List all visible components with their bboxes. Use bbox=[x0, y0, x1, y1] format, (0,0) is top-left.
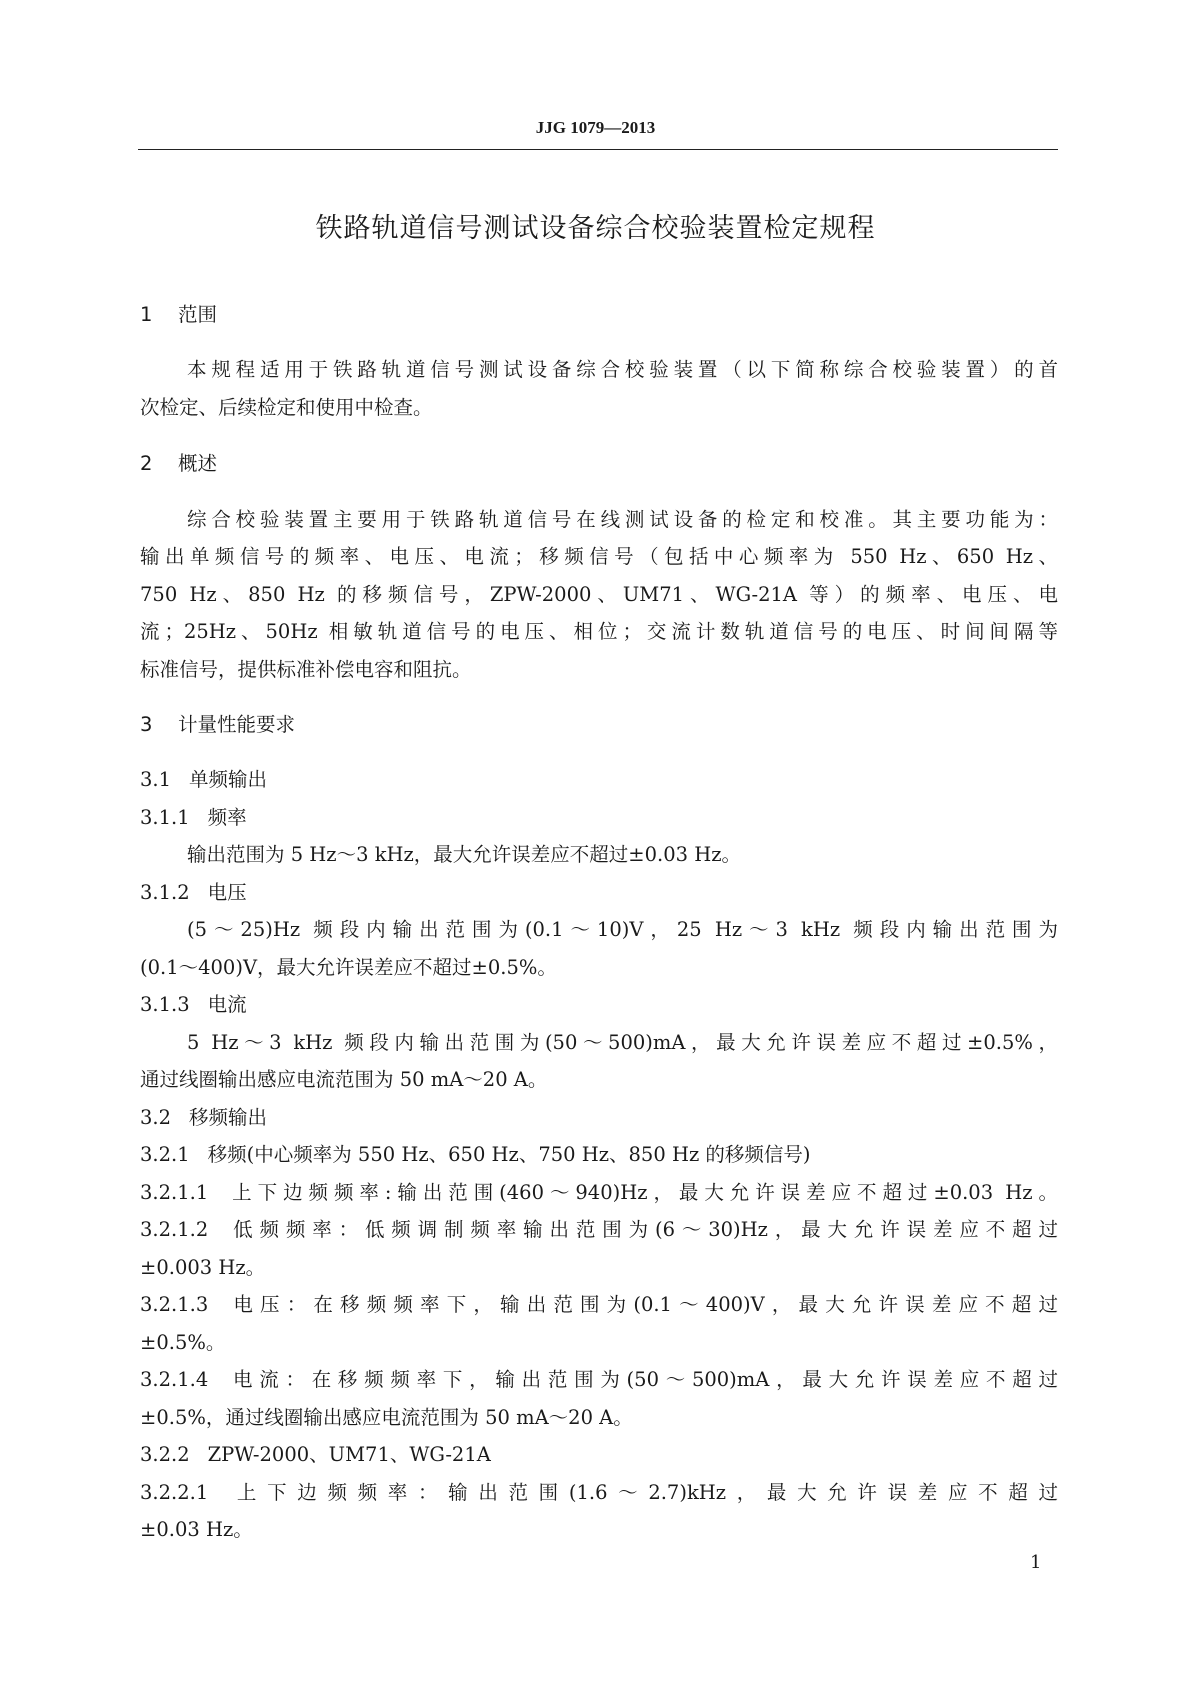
clause-text: 输出范围为 5 Hz～3 kHz，最大允许误差应不超过±0.03 Hz。 bbox=[187, 843, 742, 866]
clause-line bbox=[140, 881, 1058, 905]
clause-text: 上下边频频率:输出范围(460～940)Hz，最大允许误差应不超过±0.03 Hz。 bbox=[226, 1180, 1058, 1204]
clause-text: (0.1～400)V，最大允许误差应不超过±0.5%。 bbox=[140, 955, 557, 979]
clause-number: 3.1.2 bbox=[140, 880, 190, 904]
clause-text: 频率 bbox=[207, 805, 247, 829]
clause-line bbox=[140, 1481, 1058, 1505]
paragraph-line: 输出单频信号的频率、电压、电流；移频信号（包括中心频率为 550 Hz、650 Hz、 bbox=[140, 545, 1058, 568]
paragraph-line bbox=[140, 1256, 1058, 1280]
clause-text: ±0.003 Hz。 bbox=[140, 1255, 266, 1279]
document-code-header: JJG 1079—2013 bbox=[535, 118, 656, 137]
clause-number: 3.2.1.2 bbox=[140, 1218, 209, 1241]
paragraph-line: 次检定、后续检定和使用中检查。 bbox=[140, 396, 433, 419]
clause-number: 3.2.2.1 bbox=[140, 1480, 209, 1504]
clause-number: 3.2.2 bbox=[140, 1443, 190, 1466]
clause-text: 电压：在移频频率下，输出范围为(0.1～400)V，最大允许误差应不超过 bbox=[226, 1293, 1058, 1316]
clause-line bbox=[140, 1443, 1058, 1467]
paragraph-line: 综合校验装置主要用于铁路轨道信号在线测试设备的检定和校准。其主要功能为： bbox=[187, 508, 1058, 531]
clause-text: 移频输出 bbox=[189, 1105, 268, 1129]
page-number: 1 bbox=[1030, 1552, 1042, 1573]
paragraph-line bbox=[140, 1068, 1058, 1092]
clause-number: 3.2 bbox=[140, 1105, 172, 1129]
section-heading-1: 1 范围 bbox=[140, 303, 218, 326]
header-rule bbox=[138, 149, 1058, 150]
clause-line bbox=[140, 806, 1058, 830]
paragraph-line bbox=[140, 956, 1058, 980]
section-heading-2: 2 概述 bbox=[140, 452, 218, 475]
paragraph-line bbox=[187, 843, 1058, 867]
paragraph-line bbox=[140, 1331, 1058, 1355]
clause-text: ±0.5%。 bbox=[140, 1330, 226, 1354]
paragraph-line bbox=[187, 1031, 1058, 1055]
clause-number: 3.1.3 bbox=[140, 993, 190, 1016]
clause-number: 3.1 bbox=[140, 768, 172, 791]
clause-line bbox=[140, 993, 1058, 1017]
paragraph-line: 750 Hz、850 Hz 的移频信号，ZPW-2000、UM71、WG-21A 等）的频率、电压、电 bbox=[140, 583, 1058, 606]
paragraph-line bbox=[187, 918, 1058, 942]
page-title: 铁路轨道信号测试设备综合校验装置检定规程 bbox=[315, 213, 876, 244]
clause-line bbox=[140, 1143, 1058, 1167]
clause-text: 5 Hz～3 kHz 频段内输出范围为(50～500)mA，最大允许误差应不超过±0.5%， bbox=[187, 1030, 1058, 1054]
clause-text: 上下边频频率：输出范围(1.6～2.7)kHz，最大允许误差应不超过 bbox=[226, 1480, 1058, 1504]
paragraph-line: 标准信号，提供标准补偿电容和阻抗。 bbox=[140, 658, 472, 681]
clause-text: 通过线圈输出感应电流范围为 50 mA～20 A。 bbox=[140, 1068, 548, 1091]
clause-number: 3.2.1.3 bbox=[140, 1293, 209, 1316]
paragraph-line bbox=[140, 1406, 1058, 1430]
clause-text: ZPW-2000、UM71、WG-21A bbox=[207, 1443, 491, 1466]
clause-line bbox=[140, 1106, 1058, 1130]
clause-text: ±0.5%，通过线圈输出感应电流范围为 50 mA～20 A。 bbox=[140, 1405, 633, 1429]
clause-text: 电流：在移频频率下，输出范围为(50～500)mA，最大允许误差应不超过 bbox=[226, 1368, 1058, 1391]
clause-line bbox=[140, 1181, 1058, 1205]
section-heading-3: 3 计量性能要求 bbox=[140, 713, 296, 736]
clause-line bbox=[140, 1368, 1058, 1392]
clause-text: 移频(中心频率为 550 Hz、650 Hz、750 Hz、850 Hz 的移频信号) bbox=[207, 1143, 811, 1166]
clause-number: 3.1.1 bbox=[140, 805, 190, 829]
clause-line bbox=[140, 1293, 1058, 1317]
clause-text: ±0.03 Hz。 bbox=[140, 1518, 253, 1541]
clause-text: 低频频率：低频调制频率输出范围为(6～30)Hz，最大允许误差应不超过 bbox=[226, 1218, 1058, 1241]
clause-line bbox=[140, 768, 1058, 792]
clause-number: 3.2.1 bbox=[140, 1143, 190, 1166]
paragraph-line: 本规程适用于铁路轨道信号测试设备综合校验装置（以下简称综合校验装置）的首 bbox=[187, 358, 1058, 381]
clause-text: 电流 bbox=[207, 993, 247, 1016]
paragraph-line: 流；25Hz、50Hz 相敏轨道信号的电压、相位；交流计数轨道信号的电压、时间间隔等 bbox=[140, 620, 1058, 643]
clause-number: 3.2.1.1 bbox=[140, 1180, 209, 1204]
clause-line bbox=[140, 1218, 1058, 1242]
clause-text: (5～25)Hz 频段内输出范围为(0.1～10)V，25 Hz～3 kHz 频段内输出范围为 bbox=[187, 918, 1058, 941]
clause-number: 3.2.1.4 bbox=[140, 1368, 209, 1391]
paragraph-line bbox=[140, 1518, 1058, 1542]
clause-text: 单频输出 bbox=[189, 768, 268, 791]
clause-text: 电压 bbox=[207, 880, 247, 904]
